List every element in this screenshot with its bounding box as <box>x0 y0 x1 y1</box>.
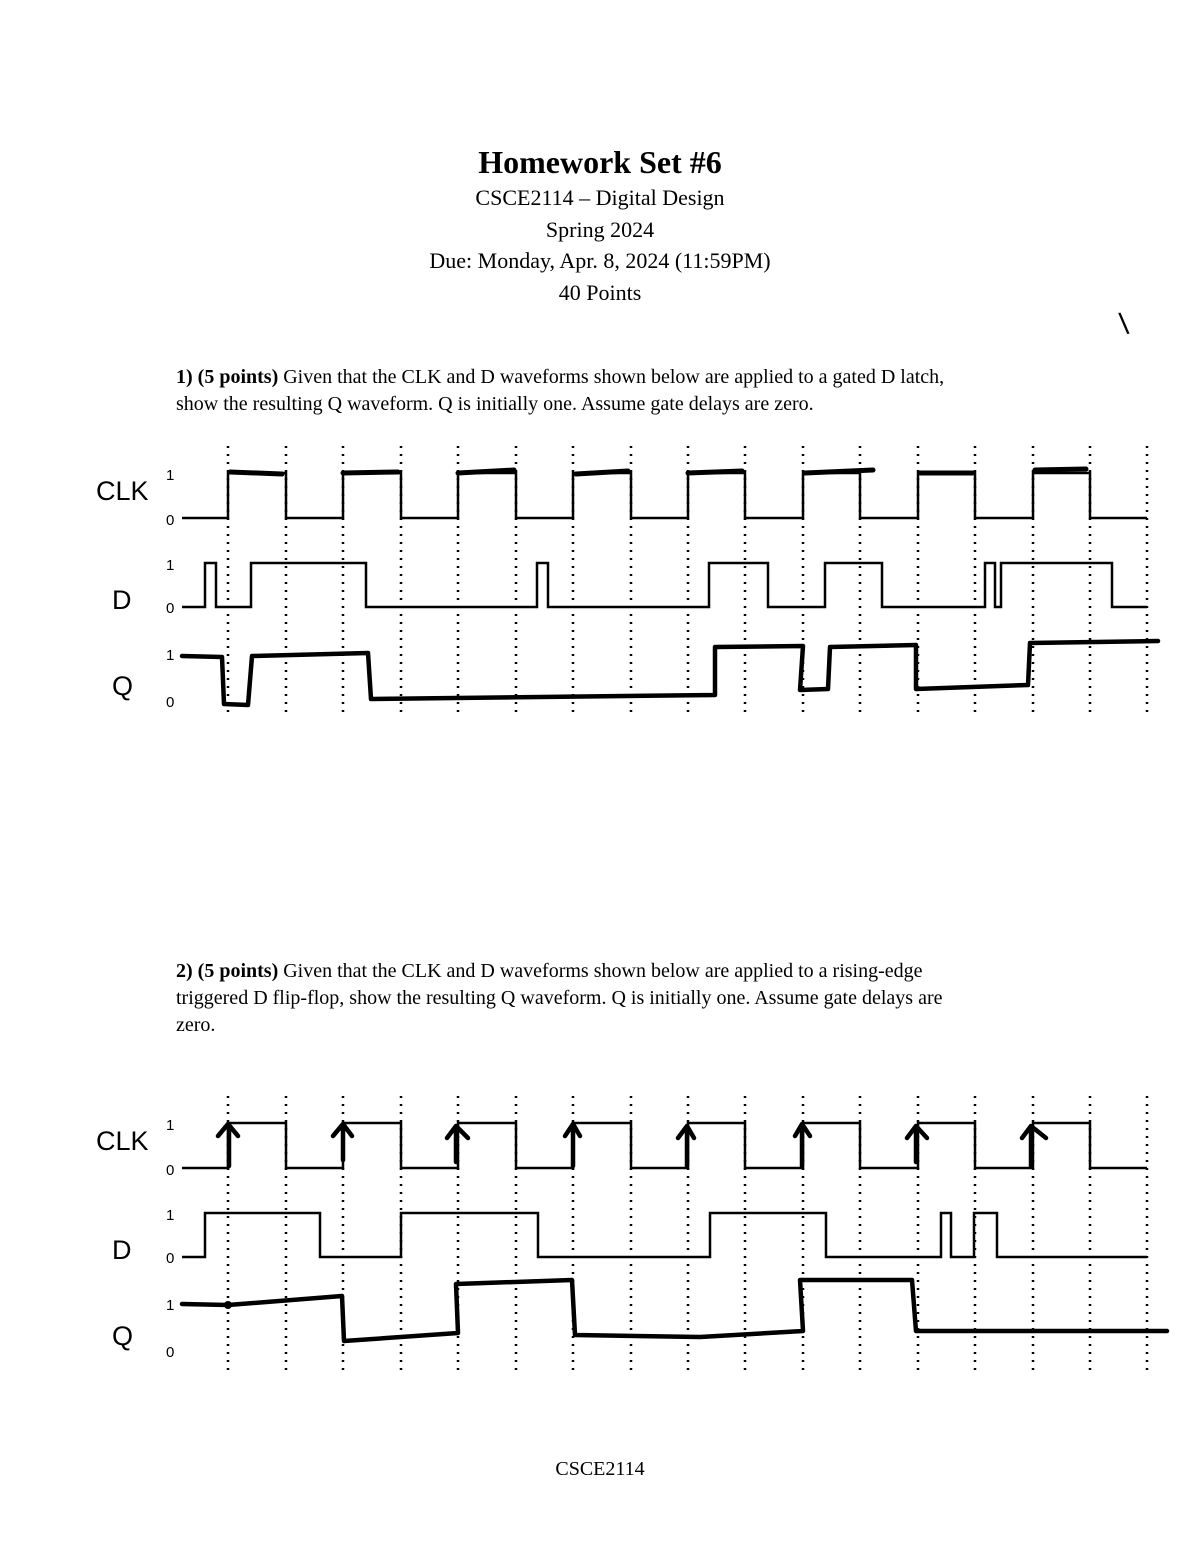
d-high-label: 1 <box>166 1207 175 1224</box>
question-2-number: 2) (5 points) <box>176 960 279 982</box>
timing-diagram-2 <box>0 1090 1200 1380</box>
clk-waveform <box>182 473 1147 518</box>
d-label: D <box>112 1235 132 1265</box>
page-title: Homework Set #6 <box>478 144 722 180</box>
q-high-label: 1 <box>166 647 175 664</box>
clk-label: CLK <box>96 1126 149 1156</box>
q-label: Q <box>112 671 134 701</box>
d-label: D <box>112 585 132 615</box>
q-low-label: 0 <box>166 1344 175 1361</box>
question-2-text-line1: Given that the CLK and D waveforms shown below are applied to a rising-edge <box>283 960 923 982</box>
total-points: 40 Points <box>558 279 642 305</box>
clk-label: CLK <box>96 476 149 506</box>
question-2-text-line2: triggered D flip-flop, show the resulting Q waveform. Q is initially one. Assume gate delays are <box>176 987 943 1009</box>
document-header <box>0 142 1200 308</box>
clk-high-label: 1 <box>166 1117 175 1134</box>
d-low-label: 0 <box>166 600 175 617</box>
q-high-label: 1 <box>166 1297 175 1314</box>
d-low-label: 0 <box>166 1250 175 1267</box>
q-answer-waveform <box>182 1280 1167 1341</box>
q-start-dot <box>224 1301 232 1309</box>
stray-pen-mark: \ <box>1117 307 1131 342</box>
due-date: Due: Monday, Apr. 8, 2024 (11:59PM) <box>429 248 771 273</box>
clk-waveform <box>182 1123 1147 1168</box>
clk-pen-marks <box>230 469 1086 474</box>
d-high-label: 1 <box>166 557 175 574</box>
q-answer-waveform <box>182 641 1158 705</box>
question-1-text-line2: show the resulting Q waveform. Q is initially one. Assume gate delays are zero. <box>176 393 814 415</box>
d-waveform <box>182 1213 1147 1257</box>
q-low-label: 0 <box>166 694 175 711</box>
d-waveform <box>182 563 1147 607</box>
question-2 <box>176 958 1116 1039</box>
question-1 <box>176 364 1116 418</box>
page-footer: CSCE2114 <box>555 1458 645 1480</box>
question-2-text-line3: zero. <box>176 1014 216 1036</box>
q-label: Q <box>112 1321 134 1351</box>
course-name: CSCE2114 – Digital Design <box>475 185 725 210</box>
timing-diagram-1 <box>0 440 1200 730</box>
clk-low-label: 0 <box>166 512 175 529</box>
question-1-text-line1: Given that the CLK and D waveforms shown below are applied to a gated D latch, <box>283 366 945 388</box>
clk-high-label: 1 <box>166 467 175 484</box>
question-1-number: 1) (5 points) <box>176 366 279 388</box>
clk-low-label: 0 <box>166 1162 175 1179</box>
term: Spring 2024 <box>545 216 655 242</box>
